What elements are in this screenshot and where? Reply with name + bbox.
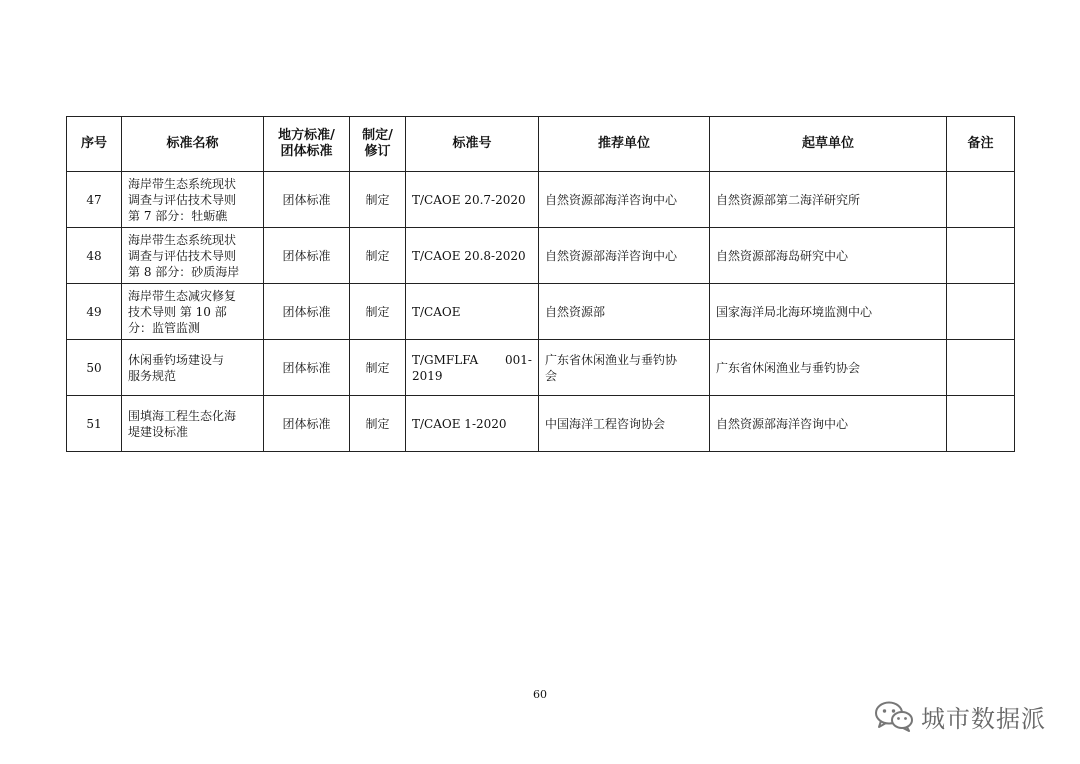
cell-code: T/CAOE 20.7-2020 xyxy=(406,172,539,228)
table-row xyxy=(67,228,1015,284)
cell-seq: 47 xyxy=(67,172,122,228)
header-code: 标准号 xyxy=(406,117,539,172)
cell-name: 海岸带生态减灾修复 技术导则 第 10 部 分：监管监测 xyxy=(122,284,264,340)
header-type: 地方标准/ 团体标准 xyxy=(264,117,350,172)
cell-type: 团体标准 xyxy=(264,340,350,396)
table-row xyxy=(67,340,1015,396)
cell-type: 团体标准 xyxy=(264,396,350,452)
header-remarks: 备注 xyxy=(947,117,1015,172)
cell-type: 团体标准 xyxy=(264,172,350,228)
cell-drafter: 广东省休闲渔业与垂钓协会 xyxy=(710,340,947,396)
cell-action: 制定 xyxy=(350,396,406,452)
cell-action: 制定 xyxy=(350,172,406,228)
wechat-icon xyxy=(873,700,915,732)
cell-code: T/CAOE 1-2020 xyxy=(406,396,539,452)
header-name: 标准名称 xyxy=(122,117,264,172)
cell-seq: 51 xyxy=(67,396,122,452)
cell-type: 团体标准 xyxy=(264,284,350,340)
cell-remarks xyxy=(947,228,1015,284)
cell-seq: 49 xyxy=(67,284,122,340)
cell-recommender: 中国海洋工程咨询协会 xyxy=(539,396,710,452)
cell-recommender: 自然资源部海洋咨询中心 xyxy=(539,228,710,284)
cell-action: 制定 xyxy=(350,284,406,340)
cell-code: T/CAOE xyxy=(406,284,539,340)
cell-code: T/GMFLFA 001- 2019 xyxy=(406,340,539,396)
header-recommender: 推荐单位 xyxy=(539,117,710,172)
cell-name: 海岸带生态系统现状 调查与评估技术导则 第 7 部分：牡蛎礁 xyxy=(122,172,264,228)
cell-drafter: 自然资源部第二海洋研究所 xyxy=(710,172,947,228)
standards-table xyxy=(66,116,1015,452)
cell-name: 围填海工程生态化海 堤建设标准 xyxy=(122,396,264,452)
cell-drafter: 自然资源部海洋咨询中心 xyxy=(710,396,947,452)
watermark-text: 城市数据派 xyxy=(921,704,1046,733)
cell-drafter: 自然资源部海岛研究中心 xyxy=(710,228,947,284)
cell-action: 制定 xyxy=(350,340,406,396)
cell-seq: 50 xyxy=(67,340,122,396)
table-row xyxy=(67,396,1015,452)
watermark xyxy=(873,699,1046,733)
table-row xyxy=(67,172,1015,228)
cell-remarks xyxy=(947,396,1015,452)
cell-seq: 48 xyxy=(67,228,122,284)
cell-drafter: 国家海洋局北海环境监测中心 xyxy=(710,284,947,340)
cell-remarks xyxy=(947,340,1015,396)
header-row xyxy=(67,117,1015,172)
cell-type: 团体标准 xyxy=(264,228,350,284)
cell-remarks xyxy=(947,172,1015,228)
cell-code: T/CAOE 20.8-2020 xyxy=(406,228,539,284)
cell-name: 海岸带生态系统现状 调查与评估技术导则 第 8 部分：砂质海岸 xyxy=(122,228,264,284)
cell-recommender: 广东省休闲渔业与垂钓协 会 xyxy=(539,340,710,396)
cell-recommender: 自然资源部海洋咨询中心 xyxy=(539,172,710,228)
cell-recommender: 自然资源部 xyxy=(539,284,710,340)
table-row xyxy=(67,284,1015,340)
page-number: 60 xyxy=(533,688,547,701)
header-drafter: 起草单位 xyxy=(710,117,947,172)
cell-action: 制定 xyxy=(350,228,406,284)
header-action: 制定/ 修订 xyxy=(350,117,406,172)
cell-remarks xyxy=(947,284,1015,340)
cell-name: 休闲垂钓场建设与 服务规范 xyxy=(122,340,264,396)
header-seq: 序号 xyxy=(67,117,122,172)
